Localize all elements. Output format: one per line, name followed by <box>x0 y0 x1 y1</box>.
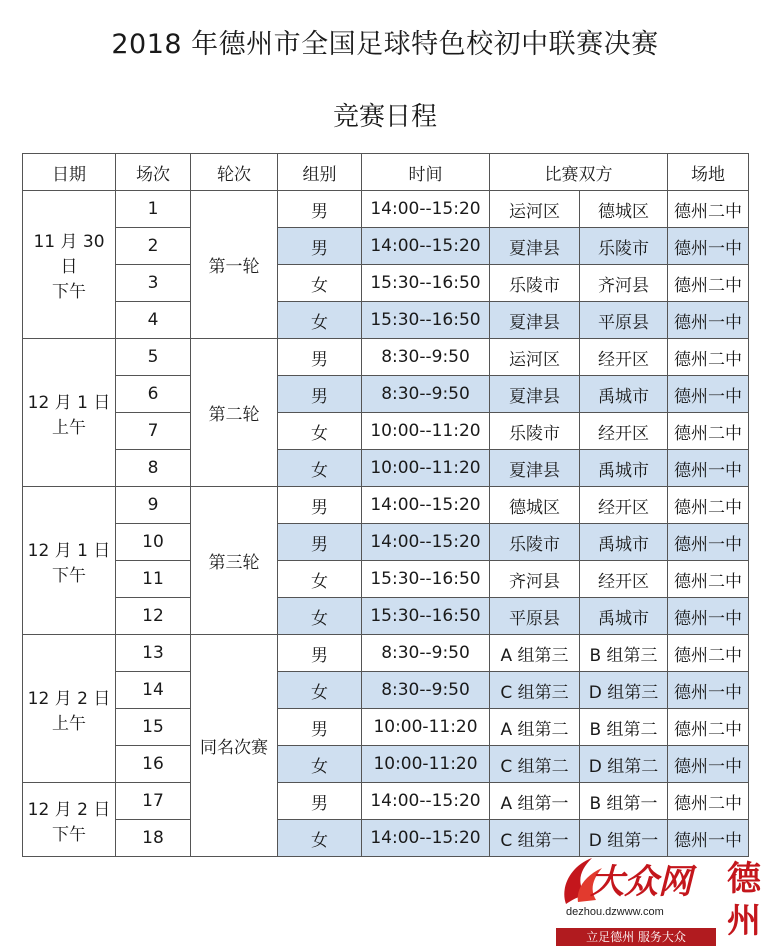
match-no-cell: 14 <box>116 672 191 709</box>
header-teams: 比赛双方 <box>490 154 668 191</box>
group-cell: 女 <box>278 820 362 857</box>
time-cell: 14:00--15:20 <box>362 191 490 228</box>
venue-cell: 德州一中 <box>668 672 749 709</box>
match-no-cell: 15 <box>116 709 191 746</box>
team-a-cell: C 组第二 <box>490 746 580 783</box>
date-cell: 11 月 30 日 下午 <box>23 191 116 339</box>
venue-cell: 德州二中 <box>668 265 749 302</box>
team-a-cell: 乐陵市 <box>490 524 580 561</box>
team-a-cell: 夏津县 <box>490 302 580 339</box>
time-cell: 14:00--15:20 <box>362 487 490 524</box>
table-row <box>23 524 749 561</box>
team-a-cell: C 组第三 <box>490 672 580 709</box>
team-b-cell: B 组第一 <box>580 783 668 820</box>
venue-cell: 德州一中 <box>668 598 749 635</box>
time-cell: 8:30--9:50 <box>362 635 490 672</box>
logo-slogan: 立足德州 服务大众 <box>556 928 716 946</box>
team-a-cell: A 组第二 <box>490 709 580 746</box>
team-b-cell: 禹城市 <box>580 450 668 487</box>
time-cell: 8:30--9:50 <box>362 376 490 413</box>
venue-cell: 德州二中 <box>668 487 749 524</box>
group-cell: 女 <box>278 672 362 709</box>
team-b-cell: 经开区 <box>580 339 668 376</box>
header-row <box>23 154 749 191</box>
logo-city: 德州 <box>727 859 761 941</box>
round-cell: 同名次赛 <box>191 635 278 857</box>
round-cell: 第三轮 <box>191 487 278 635</box>
match-no-cell: 8 <box>116 450 191 487</box>
header-match-no: 场次 <box>116 154 191 191</box>
logo-url: dezhou.dzwww.com <box>566 906 664 918</box>
match-no-cell: 7 <box>116 413 191 450</box>
team-b-cell: 平原县 <box>580 302 668 339</box>
venue-cell: 德州二中 <box>668 635 749 672</box>
table-row <box>23 746 749 783</box>
venue-cell: 德州二中 <box>668 191 749 228</box>
table-row <box>23 191 749 228</box>
table-row <box>23 672 749 709</box>
venue-cell: 德州一中 <box>668 746 749 783</box>
group-cell: 女 <box>278 302 362 339</box>
logo-brand: 大众网 <box>590 862 692 902</box>
match-no-cell: 10 <box>116 524 191 561</box>
table-row <box>23 376 749 413</box>
page-title: 2018 年德州市全国足球特色校初中联赛决赛 <box>111 29 659 60</box>
date-cell: 12 月 1 日 上午 <box>23 339 116 487</box>
match-no-cell: 13 <box>116 635 191 672</box>
group-cell: 男 <box>278 487 362 524</box>
time-cell: 14:00--15:20 <box>362 820 490 857</box>
group-cell: 女 <box>278 450 362 487</box>
table-row <box>23 413 749 450</box>
dazhong-logo <box>556 852 770 946</box>
match-no-cell: 2 <box>116 228 191 265</box>
round-cell: 第一轮 <box>191 191 278 339</box>
team-a-cell: 德城区 <box>490 487 580 524</box>
group-cell: 男 <box>278 635 362 672</box>
venue-cell: 德州二中 <box>668 339 749 376</box>
time-cell: 10:00-11:20 <box>362 746 490 783</box>
team-a-cell: 齐河县 <box>490 561 580 598</box>
team-b-cell: D 组第一 <box>580 820 668 857</box>
venue-cell: 德州二中 <box>668 709 749 746</box>
team-a-cell: C 组第一 <box>490 820 580 857</box>
round-cell: 第二轮 <box>191 339 278 487</box>
team-a-cell: A 组第三 <box>490 635 580 672</box>
group-cell: 男 <box>278 783 362 820</box>
team-b-cell: B 组第三 <box>580 635 668 672</box>
match-no-cell: 5 <box>116 339 191 376</box>
time-cell: 14:00--15:20 <box>362 783 490 820</box>
table-row <box>23 820 749 857</box>
team-a-cell: 运河区 <box>490 339 580 376</box>
schedule-table <box>22 153 749 857</box>
team-b-cell: 乐陵市 <box>580 228 668 265</box>
team-b-cell: 经开区 <box>580 487 668 524</box>
venue-cell: 德州一中 <box>668 228 749 265</box>
team-b-cell: 禹城市 <box>580 598 668 635</box>
team-b-cell: D 组第三 <box>580 672 668 709</box>
match-no-cell: 3 <box>116 265 191 302</box>
table-row <box>23 265 749 302</box>
team-b-cell: 齐河县 <box>580 265 668 302</box>
time-cell: 10:00--11:20 <box>362 450 490 487</box>
venue-cell: 德州一中 <box>668 820 749 857</box>
team-b-cell: 经开区 <box>580 413 668 450</box>
venue-cell: 德州一中 <box>668 450 749 487</box>
group-cell: 男 <box>278 524 362 561</box>
group-cell: 女 <box>278 598 362 635</box>
match-no-cell: 4 <box>116 302 191 339</box>
venue-cell: 德州一中 <box>668 302 749 339</box>
time-cell: 15:30--16:50 <box>362 598 490 635</box>
group-cell: 男 <box>278 376 362 413</box>
match-no-cell: 16 <box>116 746 191 783</box>
team-b-cell: 经开区 <box>580 561 668 598</box>
table-row <box>23 339 749 376</box>
team-a-cell: 夏津县 <box>490 450 580 487</box>
group-cell: 男 <box>278 228 362 265</box>
table-row <box>23 302 749 339</box>
table-row <box>23 783 749 820</box>
group-cell: 女 <box>278 413 362 450</box>
header-group: 组别 <box>278 154 362 191</box>
team-a-cell: 夏津县 <box>490 376 580 413</box>
time-cell: 8:30--9:50 <box>362 672 490 709</box>
venue-cell: 德州二中 <box>668 783 749 820</box>
team-b-cell: 禹城市 <box>580 376 668 413</box>
team-b-cell: B 组第二 <box>580 709 668 746</box>
group-cell: 女 <box>278 265 362 302</box>
table-row <box>23 635 749 672</box>
table-row <box>23 487 749 524</box>
table-row <box>23 450 749 487</box>
header-time: 时间 <box>362 154 490 191</box>
match-no-cell: 1 <box>116 191 191 228</box>
team-a-cell: A 组第一 <box>490 783 580 820</box>
group-cell: 男 <box>278 709 362 746</box>
date-cell: 12 月 2 日 下午 <box>23 783 116 857</box>
table-row <box>23 598 749 635</box>
match-no-cell: 6 <box>116 376 191 413</box>
time-cell: 8:30--9:50 <box>362 339 490 376</box>
page-subtitle: 竞赛日程 <box>332 102 437 132</box>
date-cell: 12 月 2 日 上午 <box>23 635 116 783</box>
team-a-cell: 运河区 <box>490 191 580 228</box>
venue-cell: 德州二中 <box>668 561 749 598</box>
time-cell: 15:30--16:50 <box>362 302 490 339</box>
team-b-cell: 禹城市 <box>580 524 668 561</box>
time-cell: 15:30--16:50 <box>362 561 490 598</box>
time-cell: 14:00--15:20 <box>362 524 490 561</box>
group-cell: 男 <box>278 339 362 376</box>
time-cell: 14:00--15:20 <box>362 228 490 265</box>
time-cell: 10:00-11:20 <box>362 709 490 746</box>
team-b-cell: D 组第二 <box>580 746 668 783</box>
header-round: 轮次 <box>191 154 278 191</box>
team-a-cell: 乐陵市 <box>490 265 580 302</box>
time-cell: 10:00--11:20 <box>362 413 490 450</box>
match-no-cell: 11 <box>116 561 191 598</box>
table-row <box>23 561 749 598</box>
table-row <box>23 709 749 746</box>
group-cell: 男 <box>278 191 362 228</box>
time-cell: 15:30--16:50 <box>362 265 490 302</box>
date-cell: 12 月 1 日 下午 <box>23 487 116 635</box>
team-b-cell: 德城区 <box>580 191 668 228</box>
venue-cell: 德州一中 <box>668 524 749 561</box>
venue-cell: 德州二中 <box>668 413 749 450</box>
table-row <box>23 228 749 265</box>
match-no-cell: 17 <box>116 783 191 820</box>
header-date: 日期 <box>23 154 116 191</box>
group-cell: 女 <box>278 746 362 783</box>
header-venue: 场地 <box>668 154 749 191</box>
match-no-cell: 18 <box>116 820 191 857</box>
team-a-cell: 乐陵市 <box>490 413 580 450</box>
team-a-cell: 夏津县 <box>490 228 580 265</box>
venue-cell: 德州一中 <box>668 376 749 413</box>
match-no-cell: 12 <box>116 598 191 635</box>
group-cell: 女 <box>278 561 362 598</box>
team-a-cell: 平原县 <box>490 598 580 635</box>
match-no-cell: 9 <box>116 487 191 524</box>
